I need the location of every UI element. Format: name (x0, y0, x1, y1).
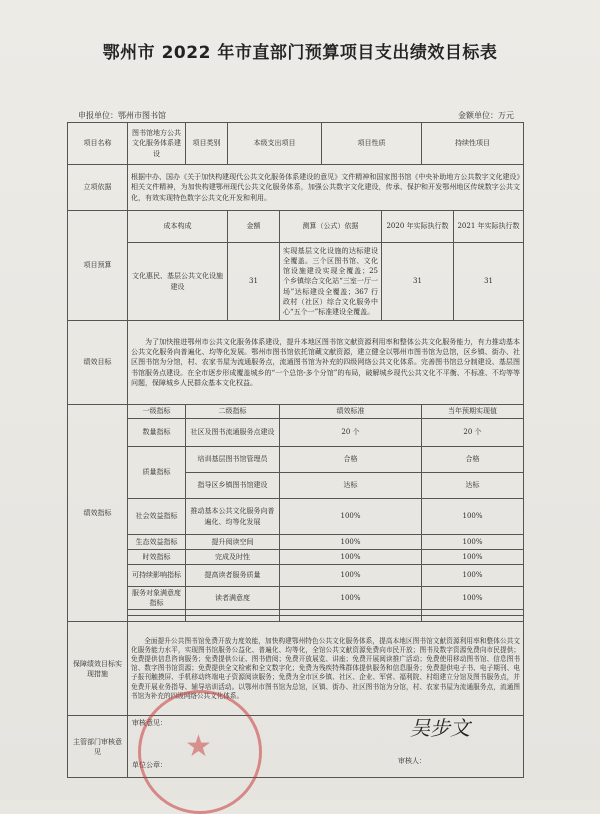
reviewer-signature: 吴步文 (410, 716, 470, 740)
indicator-sustain-standard: 100% (280, 565, 422, 587)
project-category-label: 项目类别 (186, 123, 228, 165)
indicator-sustain-level2: 提高读者服务质量 (186, 565, 280, 587)
indicator-row-quantity (68, 419, 524, 447)
measures-label: 保障绩效目标实现措施 (68, 622, 128, 716)
indicator-quality-level1: 质量指标 (128, 447, 186, 499)
indicator-satisfaction-level2: 读者满意度 (186, 587, 280, 610)
indicator-quantity-level2: 社区及图书流通服务点建设 (186, 419, 280, 447)
budget-data-row (68, 243, 524, 321)
indicator-satisfaction-level1: 服务对象满意度指标 (128, 587, 186, 610)
goal-label: 绩效目标 (68, 321, 128, 405)
indicator-row-timeliness (68, 550, 524, 565)
budget-header-basis: 测算（公式）依据 (280, 211, 382, 243)
budget-basis: 实现基层文化设施的达标建设全覆盖。三个区图书馆、文化馆设施建设实现全覆盖；25 个乡镇综合文化站“三室一厅一场”达标建设全覆盖；367 行政村（社区）综合文化服务中心“五个一”标准建设全覆盖。 (280, 243, 382, 321)
indicator-header-standard: 绩效标准 (280, 405, 422, 419)
indicator-timeliness-level1: 时效指标 (128, 550, 186, 565)
indicator-row-sustain (68, 565, 524, 587)
goal-row (68, 321, 524, 405)
indicator-quality-level2: 指导区乡镇图书馆建设 (186, 473, 280, 499)
project-nature-label: 项目性质 (322, 123, 422, 165)
indicator-social-expected: 100% (422, 499, 524, 535)
budget-header-row (68, 211, 524, 243)
budget-label: 项目预算 (68, 211, 128, 321)
indicator-eco-expected: 100% (422, 535, 524, 550)
review-opinion-label: 审核意见： (132, 719, 167, 728)
indicator-header-row (68, 405, 524, 419)
measures-row (68, 622, 524, 716)
indicator-eco-level2: 提升阅读空间 (186, 535, 280, 550)
indicator-row-quality-1 (68, 447, 524, 473)
project-category-value: 本级支出项目 (228, 123, 322, 165)
seal-star-icon: ★ (185, 729, 212, 764)
applicant-unit: 申报单位：鄂州市图书馆 (78, 111, 166, 120)
indicator-header-level2: 二级指标 (186, 405, 280, 419)
indicator-row-satisfaction (68, 587, 524, 610)
project-name-row (68, 123, 524, 165)
budget-component: 文化惠民、基层公共文化设施建设 (128, 243, 228, 321)
indicator-timeliness-level2: 完成及时性 (186, 550, 280, 565)
indicator-quality-expected: 合格 (422, 447, 524, 473)
indicator-quality-expected: 达标 (422, 473, 524, 499)
indicator-social-standard: 100% (280, 499, 422, 535)
indicator-row-eco (68, 535, 524, 550)
basis-row (68, 165, 524, 211)
budget-exec-2021: 31 (454, 243, 524, 321)
basis-label: 立项依据 (68, 165, 128, 211)
budget-amount: 31 (228, 243, 280, 321)
budget-header-2021: 2021 年实际执行数 (454, 211, 524, 243)
indicator-quality-standard: 达标 (280, 473, 422, 499)
performance-table (67, 122, 524, 778)
project-name-value: 图书馆地方公共文化服务体系建设 (128, 123, 186, 165)
indicator-quantity-standard: 20 个 (280, 419, 422, 447)
budget-header-component: 成本构成 (128, 211, 228, 243)
indicator-quantity-expected: 20 个 (422, 419, 524, 447)
indicator-social-level2: 推动基本公共文化服务向普遍化、均等化发展 (186, 499, 280, 535)
indicator-quantity-level1: 数量指标 (128, 419, 186, 447)
indicator-eco-level1: 生态效益指标 (128, 535, 186, 550)
indicator-satisfaction-standard: 100% (280, 587, 422, 610)
basis-text: 根据中办、国办《关于加快构建现代公共文化服务体系建设的意见》文件精神和国家图书馆《中央补助地方公共数字文化建设》相关文件精神，为加快构建鄂州现代公共文化服务体系，加强公共数字文化建设，传承、保护和开发鄂州地区传统数字公共文化，有效实现特色数字公共文化开发和利用。 (128, 165, 524, 211)
indicator-header-level1: 一级指标 (128, 405, 186, 419)
indicator-social-level1: 社会效益指标 (128, 499, 186, 535)
indicator-header-expected: 当年预期实现值 (422, 405, 524, 419)
project-name-label: 项目名称 (68, 123, 128, 165)
goal-text: 为了加快推进鄂州市公共文化服务体系建设，提升本地区图书馆文献资源利用率和整体公共文化服务能力，有力推动基本公共文化服务向普遍化、均等化发展。鄂州市图书馆依托馆藏文献资源，建立健全以鄂州市图书馆为总馆，区乡镇、街办、社区图书馆为分馆，村、农家书屋为流通服务点，流通图书馆为补充的四级网络公共文化体系。完善图书馆总分制建设、基层图书馆服务点建设。在全市逐步形成覆盖城乡的“一个总馆-多个分馆”的布局，破解城乡现代公共文化不平衡、不标准、不均等等问题，保障城乡人民群众基本文化权益。 (128, 321, 524, 405)
indicator-quality-level2: 培训基层图书馆管理员 (186, 447, 280, 473)
indicator-row-social (68, 499, 524, 535)
indicator-eco-standard: 100% (280, 535, 422, 550)
budget-exec-2020: 31 (382, 243, 454, 321)
money-unit: 金额单位：万元 (458, 111, 514, 120)
page-title: 鄂州市 2022 年市直部门预算项目支出绩效目标表 (102, 43, 498, 63)
reviewer-label: 审核人： (398, 757, 426, 766)
indicators-label: 绩效指标 (68, 405, 128, 622)
indicator-timeliness-expected: 100% (422, 550, 524, 565)
indicator-timeliness-standard: 100% (280, 550, 422, 565)
review-unit-label: 单位公章： (132, 761, 167, 770)
measures-text: 全面提升公共图书馆免费开放力度效能，加快构建鄂州特色公共文化服务体系，提高本地区图书馆文献资源利用率和整体公共文化服务能力水平，实现图书馆服务公益化、普遍化、均等化，全馆公共文献资源免费向市民开放；图书及数字资源免费向市民提供；免费提供信息咨询服务；免费提供公证、图书借阅；免费开放展览、讲座；免费开展阅读推广活动；免费使用移动图书馆、信息图书馆、数字图书馆资源；免费提供全文检索和全文数字化；免费为残疾特殊群体提供服务和信息服务；免费提供电子书、电子期刊、电子报刊触摸屏、手机移动终端电子资源阅读服务；免费为全市区乡镇、社区、企业、军营、福利院、村组建立分馆及图书服务点，并免费开展业务指导、辅导培训活动。以鄂州市图书馆为总馆，区镇、街办、社区图书馆为分馆，村、农家书屋为流通服务点，流通图书馆为补充的四级网络公共文化体系。 (128, 622, 524, 716)
indicator-quality-standard: 合格 (280, 447, 422, 473)
indicator-satisfaction-expected: 100% (422, 587, 524, 610)
indicator-sustain-level1: 可持续影响指标 (128, 565, 186, 587)
indicator-sustain-expected: 100% (422, 565, 524, 587)
project-nature-value: 持续性项目 (422, 123, 524, 165)
budget-header-2020: 2020 年实际执行数 (382, 211, 454, 243)
budget-header-amount: 金额 (228, 211, 280, 243)
review-label: 主管部门审核意见 (68, 716, 128, 778)
